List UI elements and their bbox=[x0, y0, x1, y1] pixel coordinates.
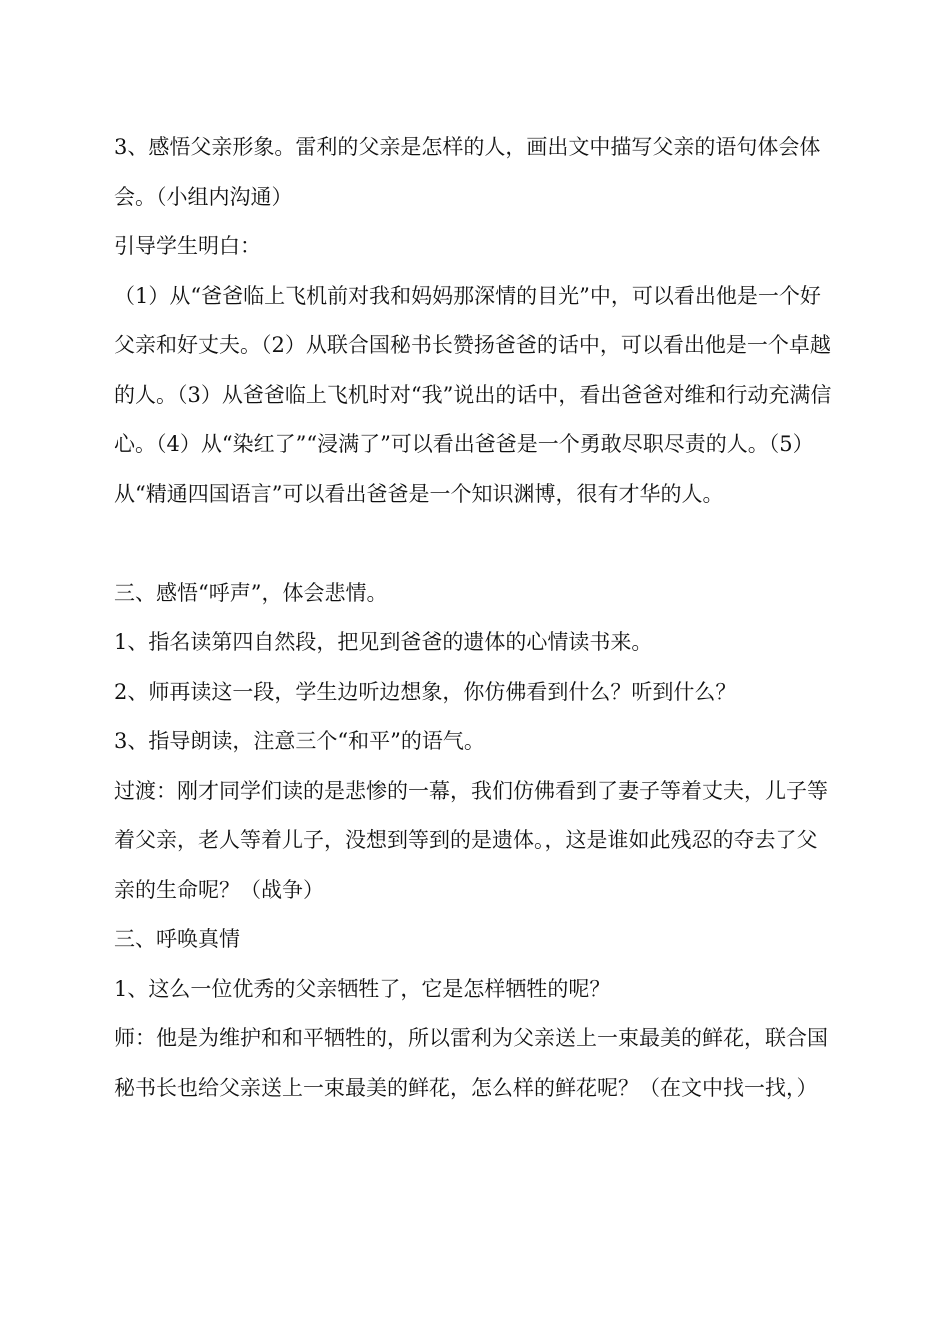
paragraph-step-1-read: 1、指名读第四自然段，把见到爸爸的遗体的心情读书来。 bbox=[114, 630, 653, 654]
heading-call-true-feelings: 三、呼唤真情 bbox=[114, 927, 240, 951]
heading-feel-the-call: 三、感悟“呼声”，体会悲情。 bbox=[114, 580, 388, 605]
paragraph-question-sacrifice: 1、这么一位优秀的父亲牺牲了，它是怎样牺牲的呢？ bbox=[114, 976, 611, 1001]
paragraph-step-2-imagine: 2、师再读这一段，学生边听边想象，你仿佛看到什么？听到什么？ bbox=[114, 679, 737, 704]
paragraph-father-qualities: （1）从“爸爸临上飞机前对我和妈妈那深情的目光”中，可以看出他是一个好父亲和好丈夫。（2）从联合国秘书长赞扬爸爸的话中，可以看出他是一个卓越的人。（3）从爸爸临上飞机时对“我”说出的话中，看出爸爸对维和行动充满信心。（4）从“染红了”“浸满了”可以看出爸爸是一个勇敢尽职尽责的人。（5）从“精通四国语言”可以看出爸爸是一个知识渊博，很有才华的人。 bbox=[114, 283, 832, 506]
paragraph-guide-students: 引导学生明白： bbox=[114, 234, 261, 258]
paragraph-transition: 过渡：刚才同学们读的是悲惨的一幕，我们仿佛看到了妻子等着丈夫，儿子等着父亲，老人等着儿子，没想到等到的是遗体。，这是谁如此残忍的夺去了父亲的生命呢？（战争） bbox=[114, 778, 828, 902]
document-body bbox=[114, 123, 832, 1113]
blank-line bbox=[114, 519, 832, 569]
paragraph-teacher-flowers: 师：他是为维护和和平牺牲的，所以雷利为父亲送上一束最美的鲜花，联合国秘书长也给父亲送上一束最美的鲜花，怎么样的鲜花呢？（在文中找一找，） bbox=[114, 1026, 828, 1100]
paragraph-step-3-guide-reading: 3、指导朗读，注意三个“和平”的语气。 bbox=[114, 729, 485, 753]
paragraph-section-3-father-image: 3、感悟父亲形象。雷利的父亲是怎样的人，画出文中描写父亲的语句体会体会。（小组内沟通） bbox=[114, 135, 821, 209]
